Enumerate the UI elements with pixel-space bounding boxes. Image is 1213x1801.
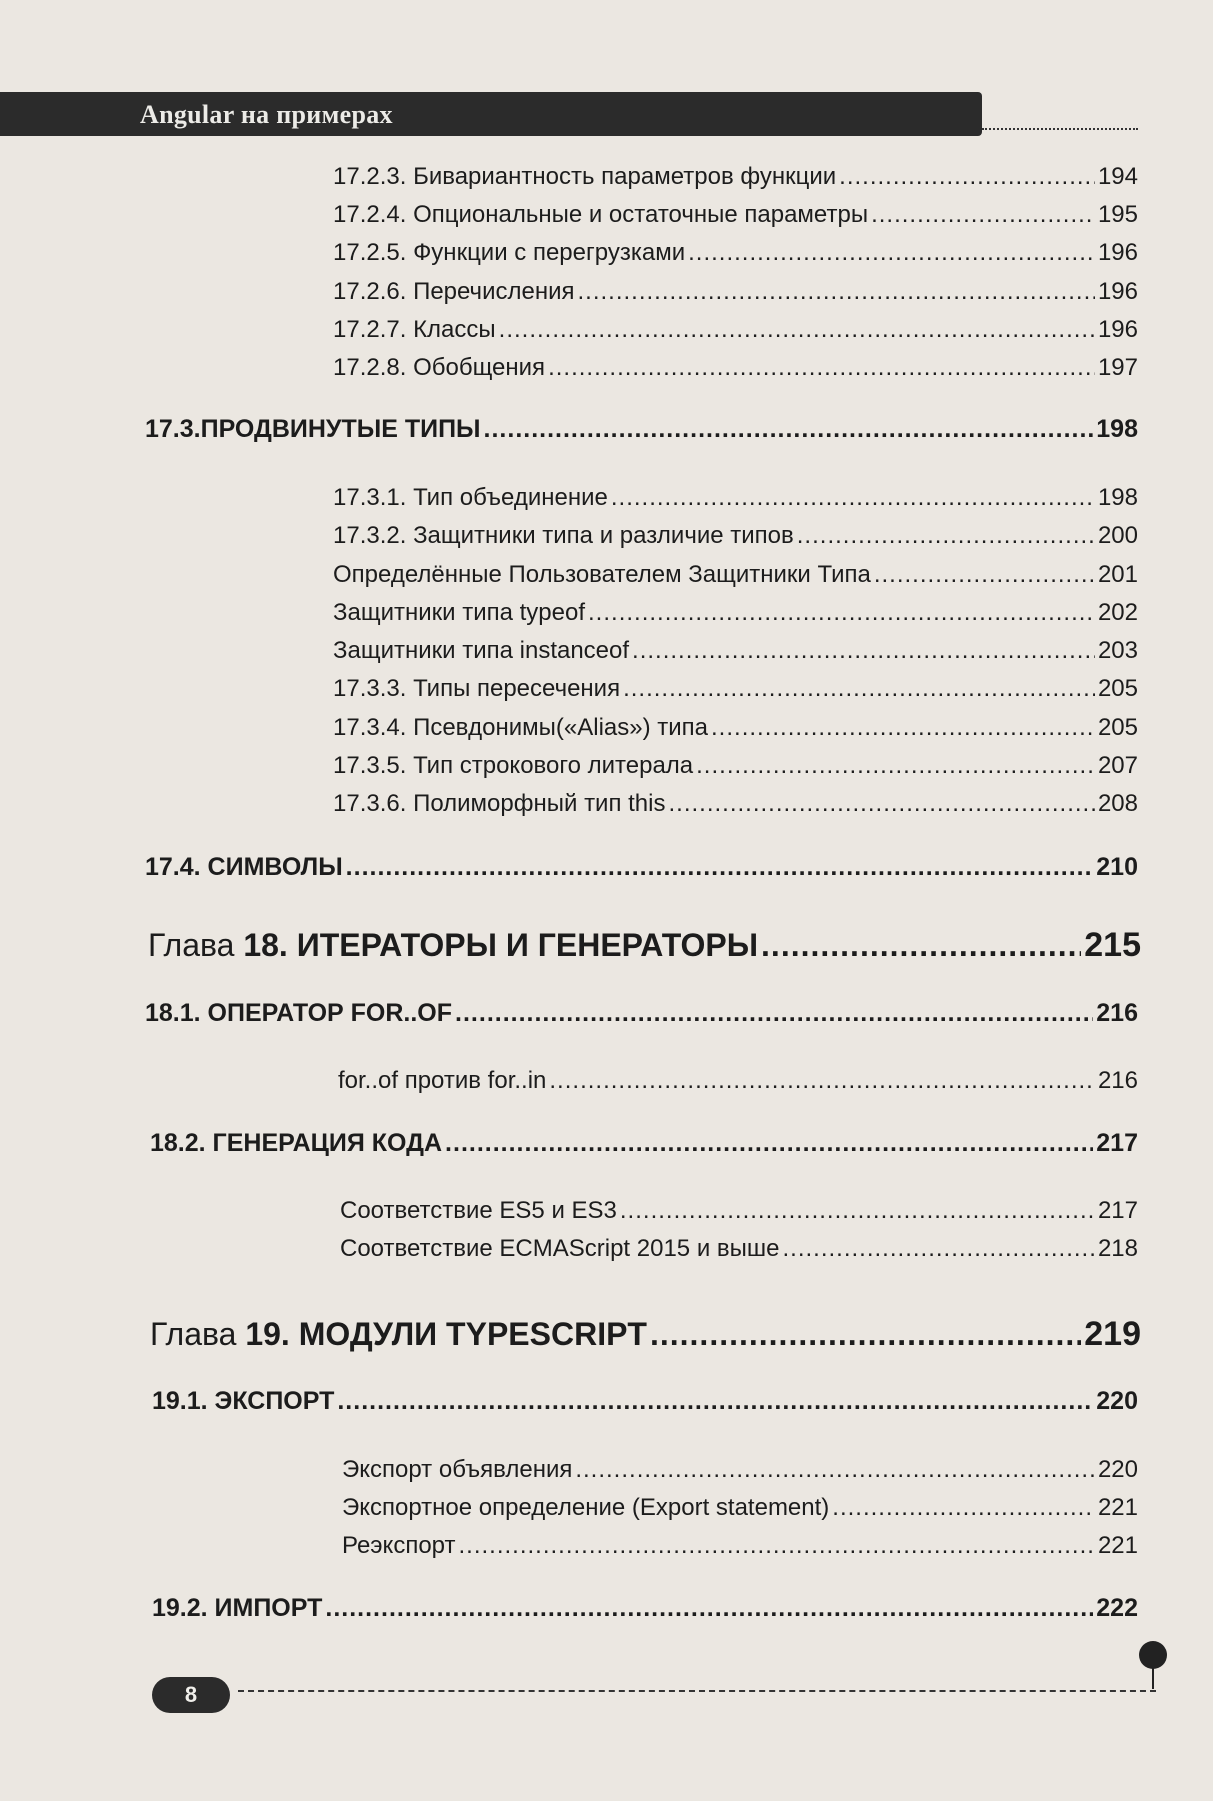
toc-entry-title: 17.3.2. Защитники типа и различие типов [333,522,794,549]
toc-entry [333,598,1138,628]
toc-section [145,998,1138,1028]
toc-entry-page: 197 [1097,354,1138,381]
toc-entry [333,521,1138,551]
toc-entry-page: 205 [1097,714,1138,741]
toc-entry-title: 17.2.6. Перечисления [333,278,575,305]
dot-leader [623,674,1095,704]
dot-leader [588,598,1095,628]
dot-leader [761,925,1081,965]
toc-entry [342,1531,1138,1561]
dot-leader [337,1386,1093,1416]
toc-section-page: 220 [1096,1387,1138,1415]
header-dotted-rule [982,128,1138,130]
dot-leader [325,1593,1093,1623]
toc-entry-page: 217 [1097,1197,1138,1224]
toc-entry-page: 202 [1097,599,1138,626]
dot-leader [832,1493,1095,1523]
toc-entry-title: 17.2.4. Опциональные и остаточные параметры [333,201,869,228]
toc-entry [333,483,1138,513]
toc-section-page: 198 [1096,415,1138,443]
chapter-prefix: Глава [148,927,235,963]
dot-leader [668,789,1094,819]
toc-entry [333,713,1138,743]
toc-entry-page: 207 [1097,752,1138,779]
toc-entry [338,1066,1138,1096]
toc-entry-title: 17.3.5. Тип строкового литерала [333,752,694,779]
toc-entry [340,1234,1138,1264]
toc-entry-title: 17.3.6. Полиморфный тип this [333,790,666,817]
toc-entry-page: 216 [1097,1067,1138,1094]
toc-entry-title: 17.3.1. Тип объединение [333,484,608,511]
toc-entry-page: 201 [1097,561,1138,588]
toc-entry-title: Реэкспорт [342,1532,456,1559]
dot-leader [632,636,1095,666]
toc-entry-page: 196 [1097,278,1138,305]
toc-section-title: 17.3.ПРОДВИНУТЫЕ ТИПЫ [145,415,481,443]
toc-entry-title: Экспорт объявления [342,1456,573,1483]
toc-entry-page: 203 [1097,637,1138,664]
toc-entry [333,789,1138,819]
toc-entry [333,560,1138,590]
toc-entry [333,636,1138,666]
dot-leader [458,1531,1094,1561]
dot-leader [484,414,1094,444]
toc-entry-page: 208 [1097,790,1138,817]
dot-leader [577,277,1094,307]
chapter-page: 219 [1084,1315,1141,1353]
toc-entry-title: Определённые Пользователем Защитники Типа [333,561,871,588]
toc-section-page: 217 [1096,1129,1138,1157]
dot-leader [575,1455,1095,1485]
dot-leader [549,1066,1095,1096]
chapter-prefix: Глава [150,1316,237,1352]
toc-entry-title: 17.3.3. Типы пересечения [333,675,621,702]
dot-leader [499,315,1095,345]
dot-leader [346,852,1094,882]
dot-leader [688,238,1095,268]
toc-entry-title: 17.2.8. Обобщения [333,354,546,381]
dot-leader [783,1234,1095,1264]
toc-entry-page: 221 [1097,1532,1138,1559]
toc-entry-page: 195 [1097,201,1138,228]
toc-entry-page: 221 [1097,1494,1138,1521]
toc-entry-title: 17.2.3. Бивариантность параметров функции [333,163,837,190]
footer-dashed-rule [238,1690,1156,1692]
toc-section [145,852,1138,882]
toc-entry [333,200,1138,230]
toc-entry-page: 198 [1097,484,1138,511]
dot-leader [455,998,1093,1028]
toc-entry [333,277,1138,307]
toc-entry-title: Защитники типа typeof [333,599,586,626]
toc-entry-title: Экспортное определение (Export statement) [342,1494,830,1521]
toc-entry-title: Соответствие ES5 и ES3 [340,1197,617,1224]
toc-entry-title: for..of против for..in [338,1067,547,1094]
toc-entry [340,1196,1138,1226]
toc-entry-page: 194 [1097,163,1138,190]
toc-entry [333,315,1138,345]
page-number-badge: 8 [152,1677,230,1713]
toc-entry [333,238,1138,268]
toc-section [150,1128,1138,1158]
chapter-title: 19. МОДУЛИ TYPESCRIPT [245,1316,647,1352]
toc-entry [333,353,1138,383]
toc-entry-title: 17.2.5. Функции с перегрузками [333,239,686,266]
dot-leader [611,483,1095,513]
running-header-title: Angular на примерах [140,100,393,129]
toc-section-title: 19.2. ИМПОРТ [152,1594,323,1622]
toc-entry [333,751,1138,781]
footer-pin-stem [1152,1667,1154,1689]
toc-entry-title: 17.2.7. Классы [333,316,496,343]
toc-section-page: 210 [1096,853,1138,881]
chapter-title: 18. ИТЕРАТОРЫ И ГЕНЕРАТОРЫ [243,927,759,963]
dot-leader [711,713,1095,743]
dot-leader [445,1128,1093,1158]
toc-section-title: 18.2. ГЕНЕРАЦИЯ КОДА [150,1129,443,1157]
toc-section-title: 17.4. СИМВОЛЫ [145,853,343,881]
toc-entry-page: 196 [1097,316,1138,343]
toc-section-page: 216 [1096,999,1138,1027]
toc-section [145,414,1138,444]
dot-leader [548,353,1095,383]
dot-leader [650,1314,1081,1354]
toc-section [152,1593,1138,1623]
dot-leader [620,1196,1095,1226]
toc-chapter [150,1314,1141,1354]
dot-leader [696,751,1095,781]
toc-entry-page: 218 [1097,1235,1138,1262]
dot-leader [871,200,1095,230]
toc-entry [333,162,1138,192]
toc-entry-title: Соответствие ECMAScript 2015 и выше [340,1235,780,1262]
toc-entry-title: 17.3.4. Псевдонимы(«Alias») типа [333,714,709,741]
toc-section-page: 222 [1096,1594,1138,1622]
toc-section [152,1386,1138,1416]
toc-entry [333,674,1138,704]
footer-pin-dot [1139,1641,1167,1669]
toc-entry [342,1455,1138,1485]
toc-entry-page: 196 [1097,239,1138,266]
toc-entry-page: 205 [1097,675,1138,702]
dot-leader [874,560,1095,590]
toc-chapter [148,925,1141,965]
toc-entry-page: 220 [1097,1456,1138,1483]
toc-entry-title: Защитники типа instanceof [333,637,630,664]
dot-leader [839,162,1095,192]
toc-section-title: 19.1. ЭКСПОРТ [152,1387,335,1415]
chapter-page: 215 [1084,926,1141,964]
dot-leader [797,521,1095,551]
toc-entry [342,1493,1138,1523]
toc-section-title: 18.1. ОПЕРАТОР FOR..OF [145,999,453,1027]
toc-entry-page: 200 [1097,522,1138,549]
